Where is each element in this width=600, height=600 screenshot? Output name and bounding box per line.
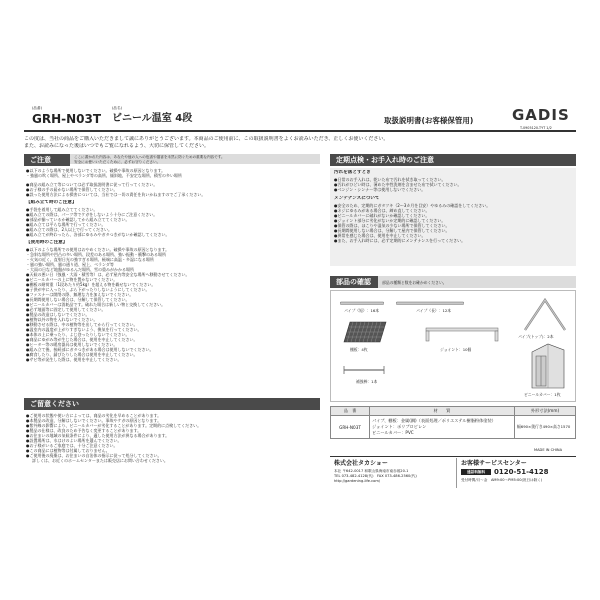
shelf-label: 棚板：4枚 <box>350 347 368 352</box>
spec-material-line: ビニールカバー：PVC <box>372 430 414 435</box>
maint-item: ●異常を感じた場合は、使用を中止してください。 <box>334 233 426 238</box>
usage-item: ●商品にゆがみ等が生じた場合は、使用を中止してください。 <box>26 337 138 342</box>
footer-vertical-divider <box>456 458 457 488</box>
maint-item: ●ビニールカバーに破れがないか確認してください。 <box>334 213 430 218</box>
shelf-illustration <box>342 320 388 344</box>
product-name-tag: (品名) <box>112 106 122 110</box>
free-call-badge: 通話料無料 <box>461 469 491 475</box>
notice-item: 詳しくは、お近くのホームセンターまたは販売店にお問い合わせください。 <box>32 458 168 463</box>
caution-item: ●お子様の手の届かない場所で保管してください。 <box>26 187 118 192</box>
usage-item: ●必ず地面等に固定して使用してください。 <box>26 307 106 312</box>
product-name: ビニール温室 4段 <box>112 113 193 124</box>
notice-item: ●お子様がいるご家庭では、十分ご注意ください。 <box>26 443 118 448</box>
assembly-item: ●組み立ての際は、パーツ等でケガをしないよう十分にご注意ください。 <box>26 212 158 217</box>
maint-item: ●保管の際は、ほこりや湿気の少ない場所で保管してください。 <box>334 223 450 228</box>
maint-item: ●安全のため、定期的にガタツキ（2〜3カ月を目安）やゆるみの確認をしてください。 <box>334 203 491 208</box>
parts-title: 部品の確認 <box>330 276 378 288</box>
pipe-top-label: パイプ(トップ)：2本 <box>518 334 554 339</box>
product-code-tag: (品番) <box>32 106 42 110</box>
spec-table <box>330 406 576 439</box>
usage-item: ●移動させる際は、中の植物等を出してから行ってください。 <box>26 322 138 327</box>
maint-item: ●また、お手入れ時には、必ず定期的にメンテナンスを行ってください。 <box>334 238 466 243</box>
usage-item: ●ファスナーは開閉の際、無理な力を加えないでください。 <box>26 292 134 297</box>
usage-item: ●子供が中に入ったり、ぶら下がったりしないようにしてください。 <box>26 287 150 292</box>
assembly-title: 【組み立て時のご注意】 <box>26 200 77 205</box>
clean-item: ●汚れがひどい時は、薄めた中性洗剤を含ませた布で拭いてください。 <box>334 182 462 187</box>
usage-item: ●ビニールカバーは消耗品です。破れた場合は新しい物と交換してください。 <box>26 302 166 307</box>
usage-item: ・大雨の日など地盤がゆるんだ場所、雪の重みがかかる場所 <box>26 267 134 272</box>
usage-item: ・火気の近く、直射日光の強すぎる場所、極端に高温・多湿になる場所 <box>26 257 154 262</box>
intro-line-2: また、お読みになった後はいつでもご覧になれるよう、大切に保管してください。 <box>24 143 210 149</box>
brand-logo: GADIS <box>512 106 570 124</box>
usage-item: ●ビニールカバーの上に物を置かないでください。 <box>26 277 118 282</box>
spec-header-row <box>331 407 576 416</box>
instruction-sheet <box>24 92 576 490</box>
company-name: 株式会社タカショー <box>334 460 388 467</box>
company-address: 本社 〒642-0017 和歌山県海南市南赤坂20-1 <box>334 469 409 473</box>
notice-item: ●お住まいの地域の気候条件により、適した使用方法が異なる場合があります。 <box>26 433 170 438</box>
spec-code: GRH-N03T <box>331 416 370 439</box>
usage-item: ●温室内の温度が上がりすぎないよう、換気を行ってください。 <box>26 327 142 332</box>
spec-header-size: 外形寸法(mm) <box>515 407 576 416</box>
support-phone[interactable]: 0120-51-4128 <box>494 468 549 476</box>
joint-illustration <box>424 322 500 344</box>
clean-title: 汚れを落とすとき <box>334 170 371 175</box>
cover-label: ビニールカバー：1枚 <box>524 392 561 397</box>
company-tel: TEL 073-482-4128(代) FAX 073-486-2560(代) <box>334 474 417 478</box>
usage-item: ●本体の上に乗ったり、よじ登ったりしないでください。 <box>26 332 130 337</box>
clean-item: ●日常のお手入れは、乾いた布で汚れを拭き取ってください。 <box>334 177 446 182</box>
pipe-top-illustration <box>522 296 568 332</box>
spec-material-line: パイプ、棚板：金属(鋼)（表面処理／ポリエステル樹脂粉体塗装） <box>372 418 496 423</box>
assembly-item: ●組み立ての際は、2人以上で行ってください。 <box>26 227 113 232</box>
usage-item: ●天候の悪い日（強風・大雨・積雪等）は、必ず屋内等安全な場所へ移動させてください。 <box>26 272 190 277</box>
maint-title: メンテナンスについて <box>334 196 380 201</box>
assembly-item: ●手袋を着用して組み立ててください。 <box>26 207 98 212</box>
caution-note-1: ここに書かれた内容は、あなたや他の人への危害や損害を未然に防ぐための重要な内容です。 <box>74 155 225 159</box>
parts-subtitle: 部品の種類と数をお確かめください。 <box>382 280 447 285</box>
caution-title: ご注意 <box>24 154 70 166</box>
assembly-item: ●部品が揃っているか確認してから組み立ててください。 <box>26 217 130 222</box>
maintenance-title: 定期点検・お手入れ時のご注意 <box>330 154 576 166</box>
assembly-item: ●組み立ては平らな場所で行ってください。 <box>26 222 106 227</box>
maint-item: ●ネジにゆるみがある場合は、締め直してください。 <box>334 208 430 213</box>
spec-material-cell <box>370 416 515 439</box>
product-code: GRH-N03T <box>32 112 102 126</box>
notice-item: ●設置場所は、水はけのよい場所を選んでください。 <box>26 438 122 443</box>
notice-item: ●ご使用の状態や使い方によっては、商品の劣化を早めることがあります。 <box>26 413 162 418</box>
header-divider <box>24 130 576 132</box>
maint-item: ●ジョイント部分に劣化がないか定期的に確認してください。 <box>334 218 446 223</box>
spec-header-code: 品 番 <box>331 407 370 416</box>
notice-item: ●この商品には植物等は付属しておりません。 <box>26 448 110 453</box>
usage-item: ●製品の改造はしないでください。 <box>26 312 90 317</box>
notice-item: ●製品の仕様は、改良のため予告なく変更することがあります。 <box>26 428 142 433</box>
made-in: MADE IN CHINA <box>534 448 563 452</box>
notice-title: ご留意ください <box>24 398 320 410</box>
usage-item: ●ヒーター等の暖房器具は使用しないでください。 <box>26 342 118 347</box>
clean-item: ●ベンジン・シンナー等は使用しないでください。 <box>334 187 426 192</box>
pipe-short-label: パイプ（短）：16本 <box>344 308 380 313</box>
caution-item: ●誤った使用方法による損害については、当社では一切の責任を負いかねますのでご了承ください。 <box>26 192 206 197</box>
spec-material-line: ジョイント：ポリプロピレン <box>372 424 427 429</box>
usage-item: ●腐食したり、錆びたりした場合は使用を中止してください。 <box>26 352 138 357</box>
usage-item: ●長期間使用しない場合は、分解して保管してください。 <box>26 297 130 302</box>
notice-item: ●ご使用後の廃棄は、お住まいの自治体の指示に従って処分してください。 <box>26 453 162 458</box>
stake-illustration <box>342 362 386 378</box>
caution-item: ●商品の組み立て等については必ず取扱説明書に従って行ってください。 <box>26 182 158 187</box>
usage-item: ●サビ等が発生した際は、使用を中止してください。 <box>26 357 122 362</box>
intro-line-1: この度は、当社の商品をご購入いただきまして誠にありがとうございます。本商品のご使用前に、この取扱説明書をよくお読みいただき、正しくお使いください。 <box>24 136 389 142</box>
notice-item: ●本製品の改造、分解はしないでください。事故やケガの原因となります。 <box>26 418 162 423</box>
company-url[interactable]: http://gardening-life.com/ <box>334 479 381 483</box>
manual-title: 取扱説明書(お客様保管用) <box>384 116 474 125</box>
usage-title: 【使用時のご注意】 <box>26 240 68 245</box>
spec-header-material: 材 質 <box>370 407 515 416</box>
usage-item: ・急斜な場所や凹凸の多い場所、段差のある場所、強い振動・衝撃のある場所 <box>26 252 166 257</box>
joint-label: ジョイント：10個 <box>440 347 472 352</box>
maint-item: ●長期間使用しない場合は、分解して屋内で保管してください。 <box>334 228 450 233</box>
assembly-item: ●組み立てが終わったら、各部にゆるみやガタつきがないか確認してください。 <box>26 232 170 237</box>
usage-item: ●組み立て後、接続部にガタつきがある場合は使用しないでください。 <box>26 347 154 352</box>
pipe-long-label: パイプ（長）：12本 <box>416 308 452 313</box>
usage-item: ●以下のような場所での使用はおやめください。破損や事故の原因となります。 <box>26 247 170 252</box>
support-hours: 受付時間/月〜金 AM9:00〜PM5:00(祝日は除く) <box>461 478 543 482</box>
usage-item: ・風の強い場所、風の通り道、屋上、ベランダ等 <box>26 262 114 267</box>
pipe-long-illustration <box>396 300 464 306</box>
spec-row <box>331 416 576 439</box>
caution-top-item: ●以下のような場所で使用しないでください。破損や事故の原因となります。 <box>26 168 166 173</box>
doc-number: T-0905120-TYT 1/2 <box>520 126 552 130</box>
support-title: お客様サービスセンター <box>461 460 527 467</box>
spec-size: 幅690×奥行き490×高さ1570 <box>515 416 576 439</box>
usage-item: ●棚板の耐荷重（1段あたり約5kg）を超える物を載せないでください。 <box>26 282 156 287</box>
pipe-short-illustration <box>340 300 384 306</box>
cover-illustration <box>526 340 570 390</box>
caution-note-2: 安全にお使いいただくために、必ずお守りください。 <box>74 160 161 164</box>
caution-top-item: ・強風の吹く場所、屋上やベランダ等の高所、傾斜地、不安定な場所、積雪の多い場所 <box>26 173 182 178</box>
notice-item: ●紫外線の影響により、ビニールカバーが劣化することがあります。定期的に点検してください。 <box>26 423 202 428</box>
stake-label: 補強棒：1本 <box>356 379 378 384</box>
usage-item: ●植物以外の物を入れないでください。 <box>26 317 98 322</box>
footer-divider <box>330 456 576 457</box>
